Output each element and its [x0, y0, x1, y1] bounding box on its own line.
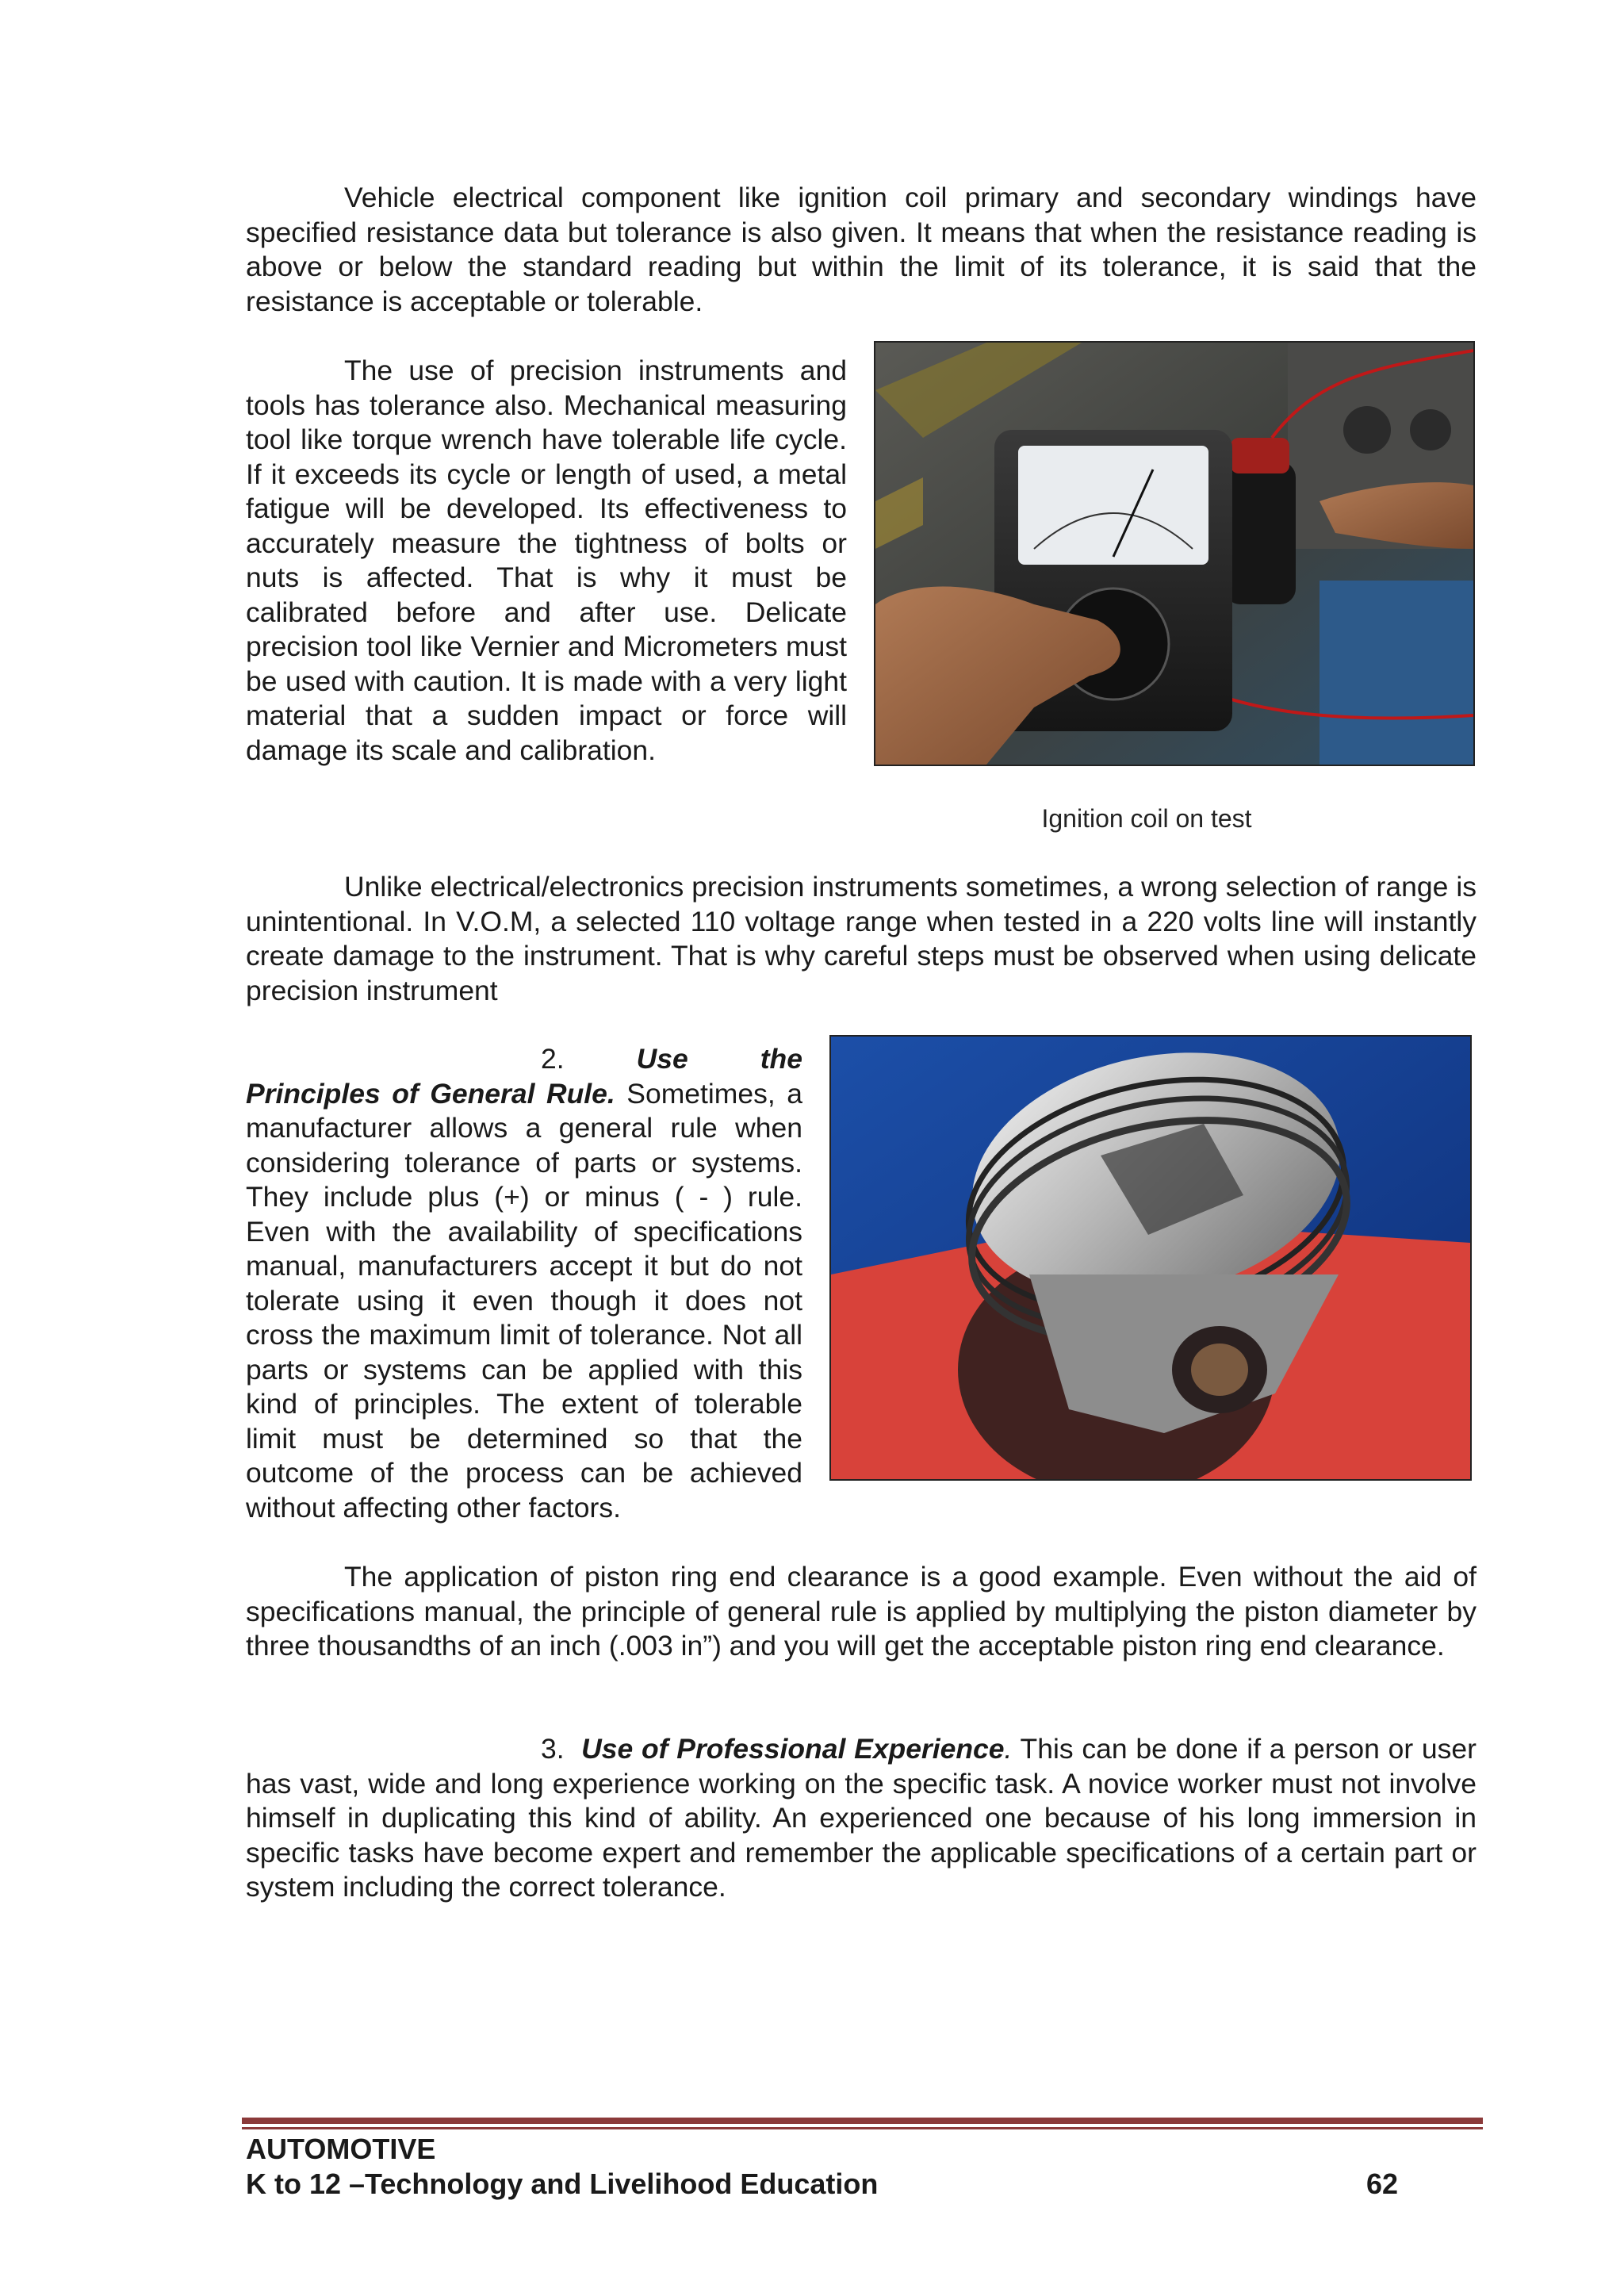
page-number: 62: [1366, 2168, 1399, 2200]
paragraph-general-rule: [246, 1042, 802, 1525]
paragraph-vom-range: Unlike electrical/electronics precision instruments sometimes, a wrong selection of range is unintentional. In V.O.M, a selected 110 voltage range when tested in a 220 volts line will instantly create damage to the instrument. That is why careful steps must be observed when using delicate precision instrument: [246, 871, 1477, 1006]
list-number-3: 3.: [541, 1733, 565, 1765]
list-number-2: 2.: [541, 1043, 565, 1075]
paragraph-precision-tools: The use of precision instruments and tools has tolerance also. Mechanical measuring tool like torque wrench have tolerable life cycle. If it exceeds its cycle or length of used, a metal fatigue will be developed. Its effectiveness to accurately measure the tightness of bolts or nuts is affected. That is why it must be calibrated before and after use. Delicate precision tool like Vernier and Micrometers must be used with caution. It is made with a very light material that a sudden impact or force will damage its scale and calibration.: [246, 355, 847, 766]
professional-experience-body: This can be done if a person or user has vast, wide and long experience working on the specific task. A novice worker must not involve himself in duplicating this kind of ability. An experienced one because of his long immersion in specific tasks have become expert and remember the applicable specifications of a certain part or system including the correct tolerance.: [246, 1733, 1477, 1903]
heading-general-rule: Use the Principles of General Rule.: [246, 1043, 802, 1110]
paragraph-resistance-tolerance: Vehicle electrical component like ignition coil primary and secondary windings have specified resistance data but tolerance is also given. It means that when the resistance reading is above or below the standard reading but within the limit of its tolerance, it is said that the resistance is acceptable or tolerable.: [246, 182, 1477, 317]
footer-rule-thin: [242, 2127, 1483, 2129]
paragraph-piston-ring-example: The application of piston ring end clearance is a good example. Even without the aid of specifications manual, the principle of general rule is applied by multiplying the piston diameter by three thousandths of an inch (.003 in”) and you will get the acceptable piston ring end clearance.: [246, 1561, 1477, 1662]
general-rule-body: Sometimes, a manufacturer allows a general rule when considering tolerance of parts or systems. They include plus (+) or minus ( - ) rule. Even with the availability of specifications manual, manufacturers accept it but do not tolerate using it even though it does not cross the maximum limit of tolerance. Not all parts or systems can be applied with this kind of principles. The extent of tolerable limit must be determined so that the outcome of the process can be achieved without affecting other factors.: [246, 1077, 802, 1524]
ignition-coil-test-photo: [874, 341, 1475, 766]
heading-professional-experience: Use of Professional Experience: [581, 1733, 1005, 1765]
piston-photo: [829, 1035, 1472, 1481]
paragraph-professional-experience: 3. Use of Professional Experience. This can be done if a person or user has vast, wide and long experience working on the specific task. A novice worker must not involve himself in duplicating this kind of ability. An experienced one because of his long immersion in specific tasks have become expert and remember the applicable specifications of a certain part or system including the correct tolerance.: [246, 1733, 1477, 1903]
footer-rule: [242, 2118, 1483, 2124]
figure-caption-ignition-coil: Ignition coil on test: [1041, 804, 1252, 833]
footer-program: K to 12 –Technology and Livelihood Education: [246, 2168, 879, 2200]
footer-subject: AUTOMOTIVE: [246, 2133, 436, 2165]
